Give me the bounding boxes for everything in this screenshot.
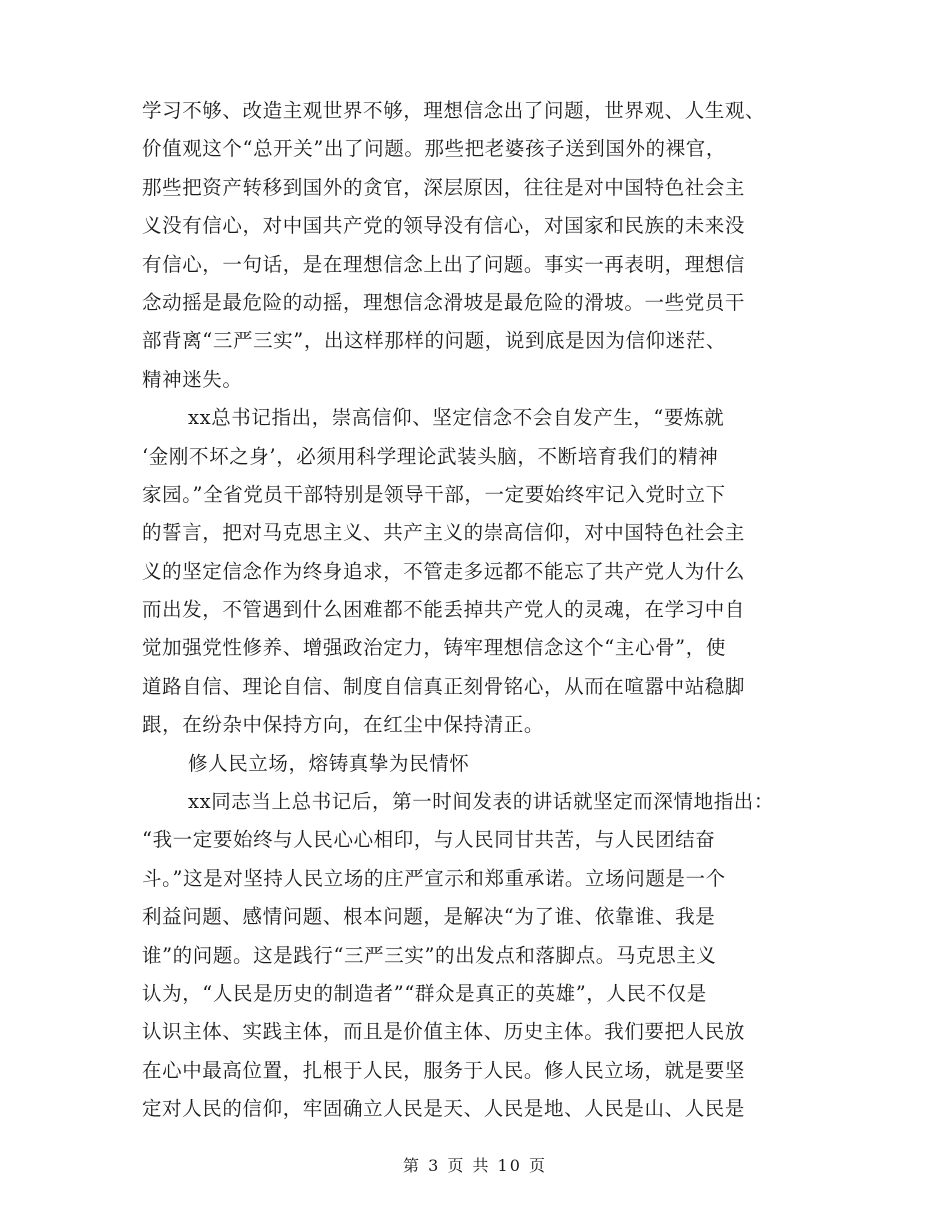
text-line: 利益问题、感情问题、根本问题，是解决“为了谁、依靠谁、我是 — [142, 905, 716, 929]
page-number-footer: 第 3 页 共 10 页 — [403, 1156, 547, 1175]
paragraph-start-line: xx总书记指出，崇高信仰、坚定信念不会自发产生，“要炼就 — [188, 406, 725, 430]
text-line: 有信心，一句话，是在理想信念上出了问题。事实一再表明，理想信 — [142, 252, 746, 276]
text-line: 的誓言，把对马克思主义、共产主义的崇高信仰，对中国特色社会主 — [142, 521, 746, 545]
text-line: 义没有信心，对中国共产党的领导没有信心，对国家和民族的未来没 — [142, 214, 746, 238]
text-line: “我一定要始终与人民心心相印，与人民同甘共苦，与人民团结奋 — [142, 828, 716, 852]
paragraph-start-line: xx同志当上总书记后，第一时间发表的讲话就坚定而深情地指出： — [188, 790, 774, 814]
text-line: 在心中最高位置，扎根于人民，服务于人民。修人民立场，就是要坚 — [142, 1058, 746, 1082]
text-line: 部背离“三严三实”，出这样那样的问题，说到底是因为信仰迷茫、 — [142, 329, 726, 353]
text-line: 学习不够、改造主观世界不够，理想信念出了问题，世界观、人生观、 — [142, 99, 766, 122]
text-line: 定对人民的信仰，牢固确立人民是天、人民是地、人民是山、人民是 — [142, 1097, 746, 1121]
text-line: ‘金刚不坏之身’，必须用科学理论武装头脑，不断培育我们的精神 — [142, 444, 719, 468]
text-line: 跟，在纷杂中保持方向，在红尘中保持清正。 — [142, 713, 545, 737]
text-line: 精神迷失。 — [142, 367, 243, 391]
section-heading: 修人民立场，熔铸真挚为民情怀 — [188, 751, 470, 775]
text-line: 谁”的问题。这是践行“三严三实”的出发点和落脚点。马克思主义 — [142, 943, 717, 967]
text-line: 斗。”这是对坚持人民立场的庄严宣示和郑重承诺。立场问题是一个 — [142, 866, 726, 890]
text-line: 家园。”全省党员干部特别是领导干部，一定要始终牢记入党时立下 — [142, 482, 726, 506]
text-line: 念动摇是最危险的动摇，理想信念滑坡是最危险的滑坡。一些党员干 — [142, 290, 746, 314]
text-line: 义的坚定信念作为终身追求，不管走多远都不能忘了共产党人为什么 — [142, 559, 746, 583]
text-line: 而出发，不管遇到什么困难都不能丢掉共产党人的灵魂，在学习中自 — [142, 598, 746, 622]
text-line: 觉加强党性修养、增强政治定力，铸牢理想信念这个“主心骨”，使 — [142, 636, 726, 660]
document-body — [142, 92, 822, 1129]
text-line: 那些把资产转移到国外的贪官，深层原因，往往是对中国特色社会主 — [142, 175, 746, 199]
text-line: 认识主体、实践主体，而且是价值主体、历史主体。我们要把人民放 — [142, 1020, 746, 1044]
text-line: 价值观这个“总开关”出了问题。那些把老婆孩子送到国外的裸官， — [142, 137, 726, 161]
text-line: 道路自信、理论自信、制度自信真正刻骨铭心，从而在喧嚣中站稳脚 — [142, 674, 746, 698]
text-line: 认为，“人民是历史的制造者”“群众是真正的英雄”，人民不仅是 — [142, 981, 707, 1005]
